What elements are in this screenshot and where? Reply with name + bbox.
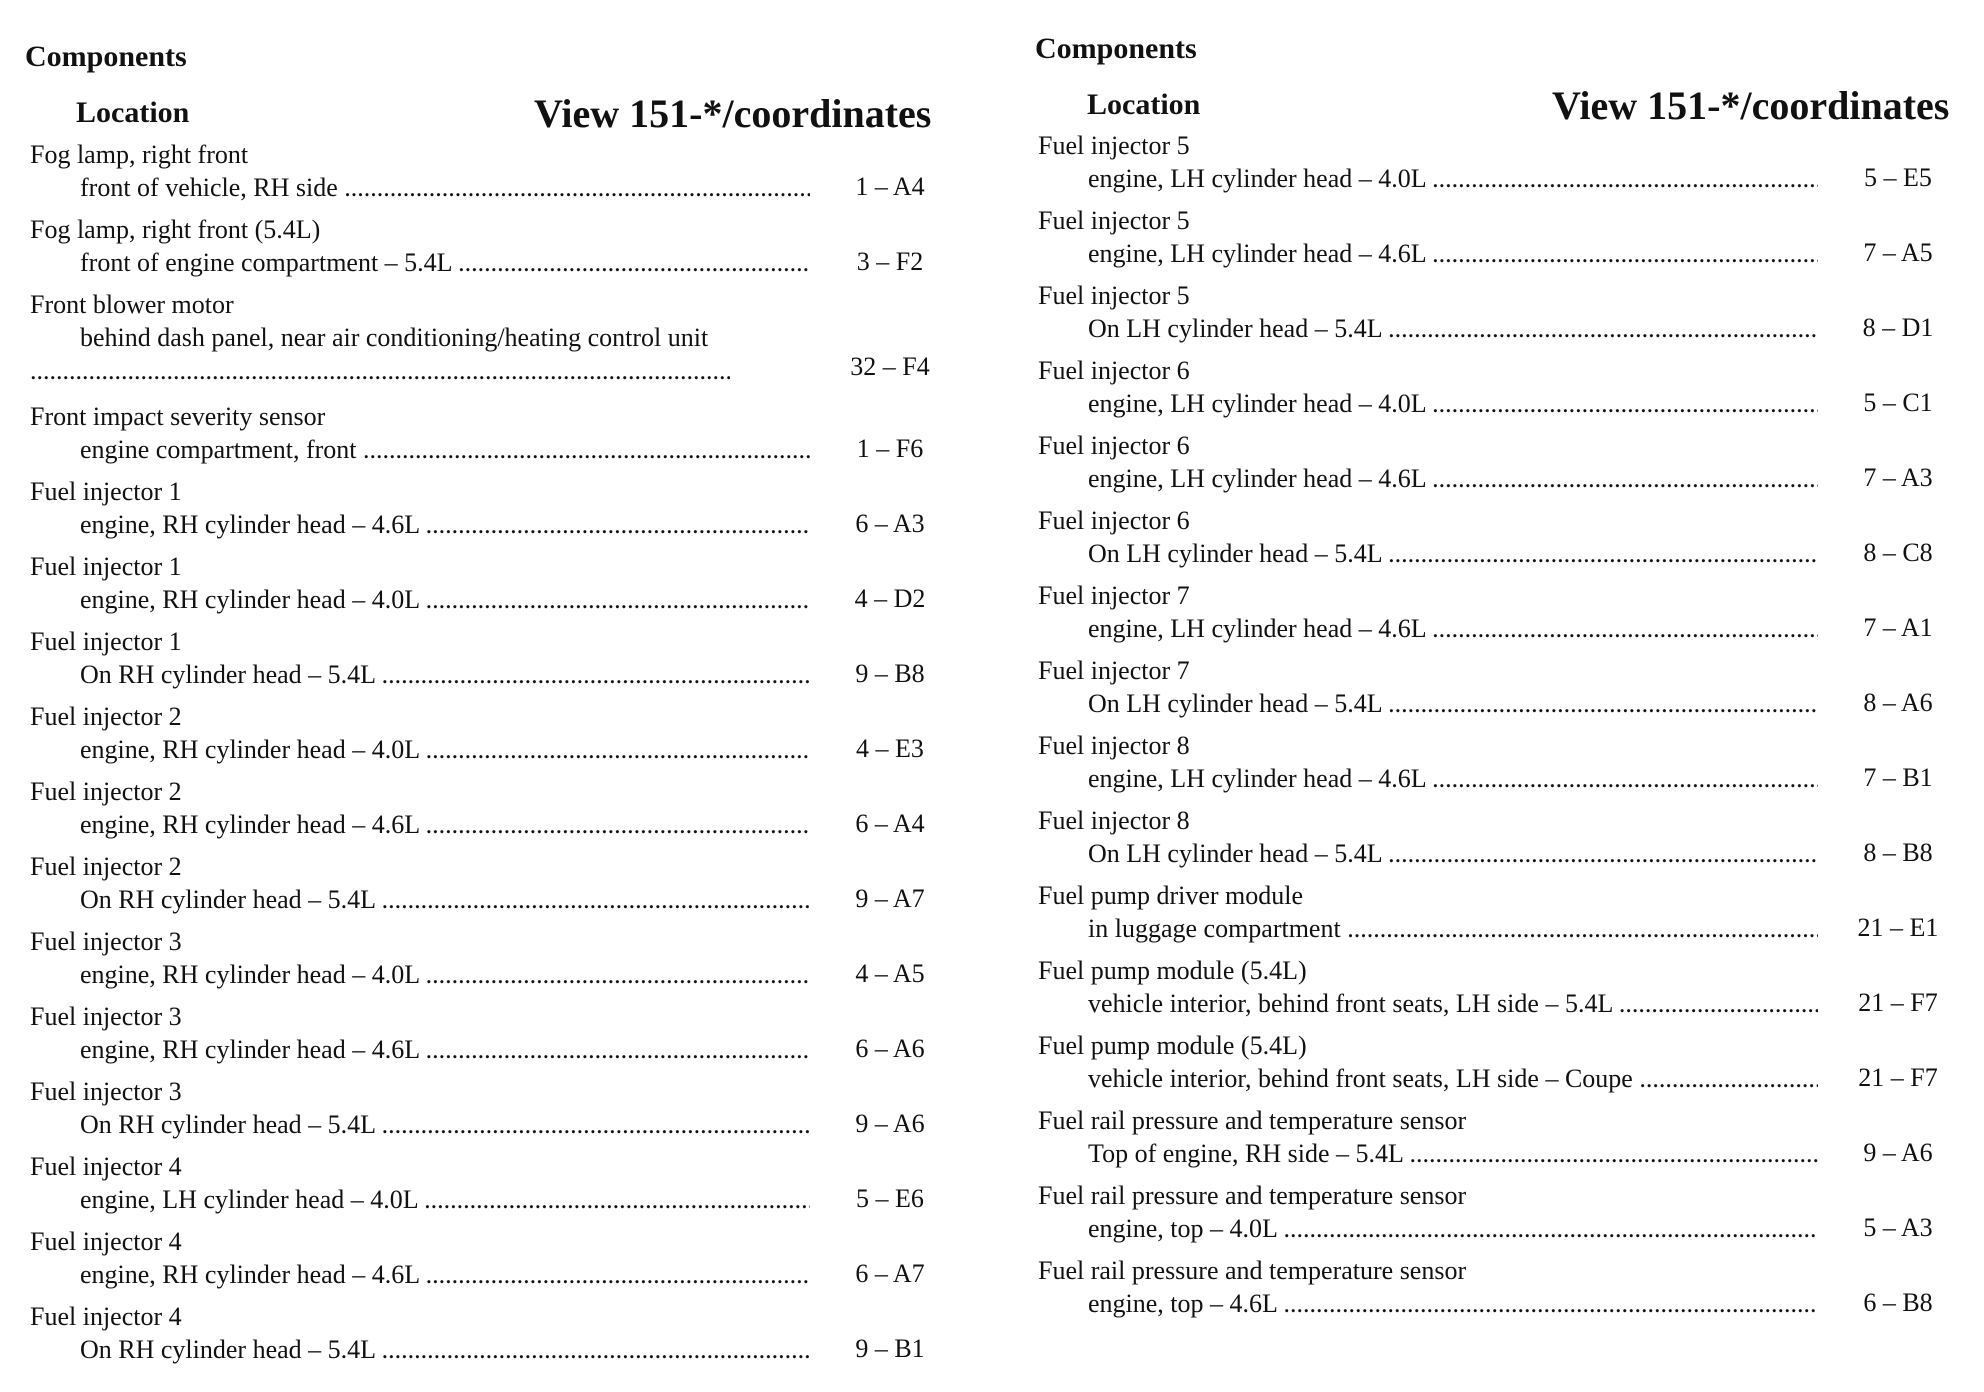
list-item	[30, 1152, 950, 1224]
coordinate: 6 – A3	[855, 509, 925, 538]
component-location: in luggage compartment .....	[1088, 914, 1818, 944]
component-name: Fuel injector 3	[30, 1002, 182, 1031]
component-location: engine compartment, front .....	[80, 435, 810, 465]
list-item	[1038, 881, 1958, 953]
component-location: behind dash panel, near air conditioning/heating control unit	[80, 323, 709, 352]
component-location: engine, LH cylinder head – 4.6L .....	[1088, 614, 1818, 644]
component-location: engine, top – 4.6L .....	[1088, 1289, 1818, 1319]
component-name: Fuel pump module (5.4L)	[1038, 1031, 1307, 1060]
list-item	[30, 402, 950, 474]
list-item	[30, 1077, 950, 1149]
coordinate: 5 – A3	[1863, 1213, 1933, 1242]
coordinate: 21 – E1	[1857, 913, 1939, 942]
view-coordinates-header: View 151-*/coordinates	[1552, 83, 1950, 128]
coordinate: 5 – E6	[856, 1184, 924, 1213]
component-location: front of vehicle, RH side .....	[80, 173, 810, 203]
coordinate: 6 – A7	[855, 1259, 925, 1288]
coordinate: 8 – C8	[1863, 538, 1933, 567]
component-name: Fuel injector 8	[1038, 731, 1190, 760]
component-name: Fuel injector 4	[30, 1152, 182, 1181]
component-location: vehicle interior, behind front seats, LH side – Coupe .....	[1088, 1064, 1818, 1094]
list-item	[1038, 731, 1958, 803]
component-location: engine, LH cylinder head – 4.0L .....	[1088, 389, 1818, 419]
coordinate: 6 – A6	[855, 1034, 925, 1063]
component-name: Fuel injector 4	[30, 1227, 182, 1256]
list-item	[30, 1302, 950, 1374]
list-item	[30, 552, 950, 624]
list-item	[30, 927, 950, 999]
component-name: Fuel injector 2	[30, 852, 182, 881]
component-location: engine, RH cylinder head – 4.6L .....	[80, 1260, 810, 1290]
coordinate: 9 – B1	[855, 1334, 925, 1363]
list-item	[1038, 131, 1958, 203]
component-name: Fuel rail pressure and temperature sensor	[1038, 1256, 1467, 1285]
component-location: engine, LH cylinder head – 4.6L .....	[1088, 464, 1818, 494]
component-name: Fuel injector 1	[30, 477, 182, 506]
component-location: Top of engine, RH side – 5.4L .....	[1088, 1139, 1818, 1169]
component-name: Fuel injector 4	[30, 1302, 182, 1331]
page-title: Components	[25, 40, 187, 73]
coordinate: 21 – F7	[1858, 988, 1938, 1017]
page-title: Components	[1035, 32, 1197, 65]
component-name: Fuel injector 5	[1038, 206, 1190, 235]
list-item	[1038, 806, 1958, 878]
coordinate: 8 – A6	[1863, 688, 1933, 717]
list-item	[1038, 206, 1958, 278]
component-location: On RH cylinder head – 5.4L .....	[80, 885, 810, 915]
component-name: Fuel injector 3	[30, 1077, 182, 1106]
dot-leader	[30, 356, 730, 386]
list-item	[30, 290, 950, 398]
coordinate: 7 – A5	[1863, 238, 1933, 267]
coordinate: 21 – F7	[1858, 1063, 1938, 1092]
coordinate: 1 – A4	[855, 172, 925, 201]
view-coordinates-header: View 151-*/coordinates	[534, 91, 932, 136]
list-item	[1038, 356, 1958, 428]
coordinate: 3 – F2	[856, 247, 924, 276]
list-item	[30, 702, 950, 774]
component-name: Fuel injector 2	[30, 777, 182, 806]
coordinate: 7 – A1	[1863, 613, 1933, 642]
coordinate: 4 – E3	[856, 734, 924, 763]
component-location: engine, RH cylinder head – 4.0L .....	[80, 735, 810, 765]
list-item	[30, 777, 950, 849]
component-location: engine, RH cylinder head – 4.6L .....	[80, 810, 810, 840]
location-header: Location	[76, 96, 190, 129]
coordinate: 8 – D1	[1862, 313, 1934, 342]
coordinate: 32 – F4	[850, 352, 930, 381]
coordinate: 1 – F6	[856, 434, 924, 463]
component-name: Fog lamp, right front	[30, 140, 249, 169]
component-location: engine, LH cylinder head – 4.6L .....	[1088, 239, 1818, 269]
list-item	[1038, 1106, 1958, 1178]
component-location: On LH cylinder head – 5.4L .....	[1088, 689, 1818, 719]
component-location: On LH cylinder head – 5.4L .....	[1088, 314, 1818, 344]
coordinate: 4 – A5	[855, 959, 925, 988]
component-location: On LH cylinder head – 5.4L .....	[1088, 839, 1818, 869]
component-location: engine, LH cylinder head – 4.0L .....	[80, 1185, 810, 1215]
list-item	[1038, 1031, 1958, 1103]
coordinate: 9 – A6	[1863, 1138, 1933, 1167]
component-location: engine, LH cylinder head – 4.0L .....	[1088, 164, 1818, 194]
component-location: On RH cylinder head – 5.4L .....	[80, 1335, 810, 1365]
coordinate: 5 – E5	[1864, 163, 1932, 192]
coordinate: 6 – B8	[1863, 1288, 1933, 1317]
coordinate: 7 – B1	[1863, 763, 1933, 792]
component-name: Front blower motor	[30, 290, 234, 319]
component-location: engine, RH cylinder head – 4.6L .....	[80, 1035, 810, 1065]
component-location: engine, LH cylinder head – 4.6L .....	[1088, 764, 1818, 794]
coordinate: 6 – A4	[855, 809, 925, 838]
component-name: Fuel injector 6	[1038, 506, 1190, 535]
coordinate: 9 – A7	[855, 884, 925, 913]
coordinate: 7 – A3	[1863, 463, 1933, 492]
component-name: Fuel injector 7	[1038, 656, 1190, 685]
list-item	[1038, 506, 1958, 578]
list-item	[30, 140, 950, 212]
component-location: On RH cylinder head – 5.4L .....	[80, 660, 810, 690]
component-location: engine, RH cylinder head – 4.6L .....	[80, 510, 810, 540]
list-item	[1038, 431, 1958, 503]
component-location: engine, top – 4.0L .....	[1088, 1214, 1818, 1244]
list-item	[1038, 281, 1958, 353]
component-name: Fuel injector 3	[30, 927, 182, 956]
component-name: Fuel injector 5	[1038, 281, 1190, 310]
component-name: Fuel injector 7	[1038, 581, 1190, 610]
component-name: Fuel injector 8	[1038, 806, 1190, 835]
list-item	[1038, 581, 1958, 653]
component-location: engine, RH cylinder head – 4.0L .....	[80, 960, 810, 990]
list-item	[30, 627, 950, 699]
component-name: Front impact severity sensor	[30, 402, 326, 431]
component-name: Fuel injector 1	[30, 627, 182, 656]
coordinate: 8 – B8	[1863, 838, 1933, 867]
component-name: Fuel rail pressure and temperature sensor	[1038, 1181, 1467, 1210]
coordinate: 9 – A6	[855, 1109, 925, 1138]
coordinate: 4 – D2	[854, 584, 926, 613]
component-name: Fuel injector 6	[1038, 431, 1190, 460]
list-item	[30, 215, 950, 287]
component-name: Fog lamp, right front (5.4L)	[30, 215, 321, 244]
list-item	[1038, 1256, 1958, 1328]
list-item	[1038, 956, 1958, 1028]
component-name: Fuel pump driver module	[1038, 881, 1304, 910]
component-location: On RH cylinder head – 5.4L .....	[80, 1110, 810, 1140]
list-item	[30, 1002, 950, 1074]
coordinate: 9 – B8	[855, 659, 925, 688]
list-item	[1038, 656, 1958, 728]
list-item	[30, 852, 950, 924]
component-name: Fuel pump module (5.4L)	[1038, 956, 1307, 985]
component-location: engine, RH cylinder head – 4.0L .....	[80, 585, 810, 615]
component-name: Fuel injector 6	[1038, 356, 1190, 385]
component-location: front of engine compartment – 5.4L .....	[80, 248, 810, 278]
component-location: vehicle interior, behind front seats, LH side – 5.4L .....	[1088, 989, 1818, 1019]
left-page	[0, 0, 990, 1392]
component-name: Fuel injector 5	[1038, 131, 1190, 160]
list-item	[1038, 1181, 1958, 1253]
component-name: Fuel injector 1	[30, 552, 182, 581]
list-item	[30, 477, 950, 549]
component-name: Fuel rail pressure and temperature sensor	[1038, 1106, 1467, 1135]
component-location: On LH cylinder head – 5.4L .....	[1088, 539, 1818, 569]
list-item	[30, 1227, 950, 1299]
coordinate: 5 – C1	[1863, 388, 1933, 417]
component-name: Fuel injector 2	[30, 702, 182, 731]
location-header: Location	[1087, 88, 1201, 121]
right-page	[990, 0, 1980, 1392]
